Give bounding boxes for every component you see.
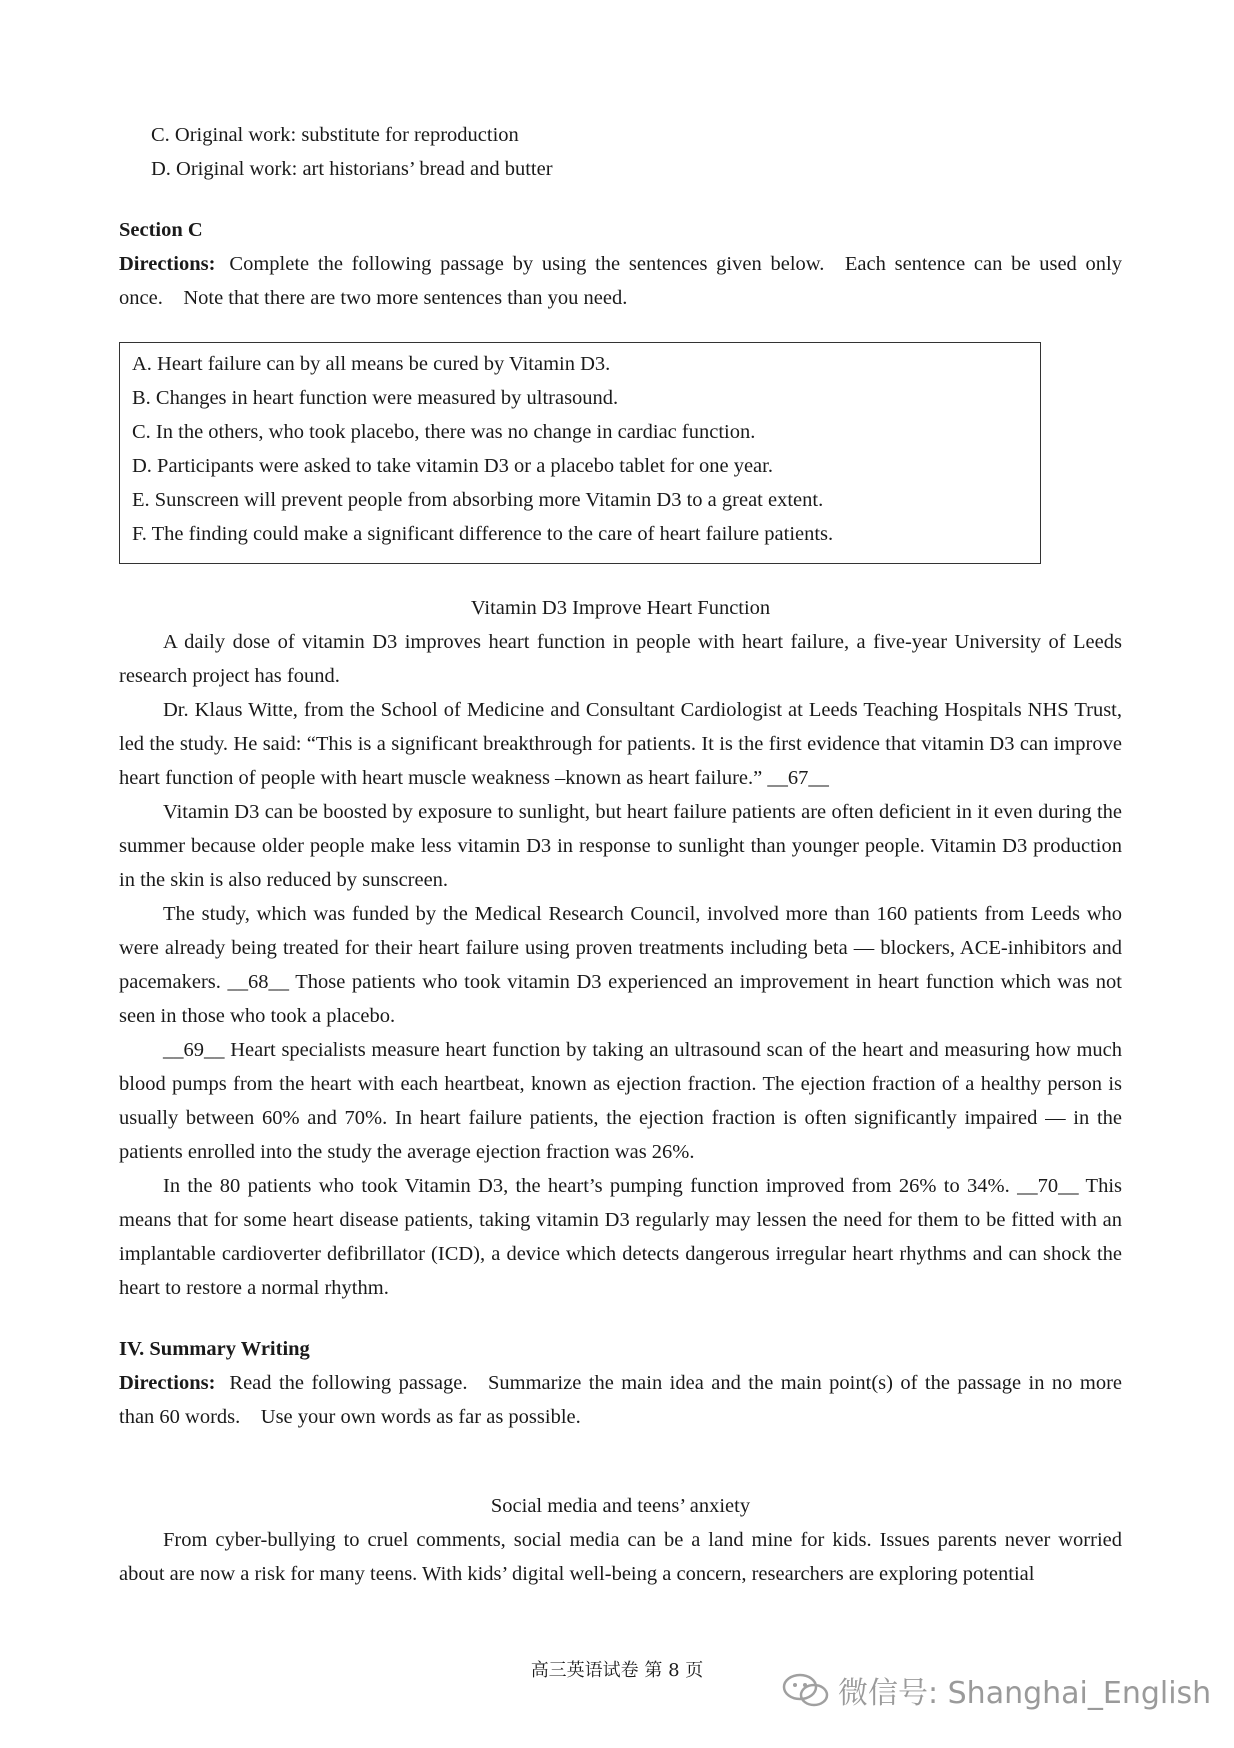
passage-title: Vitamin D3 Improve Heart Function [470, 597, 771, 619]
wechat-watermark [780, 1668, 1211, 1712]
directions-label: Directions: [119, 1372, 216, 1394]
sentence-option-d: D. Participants were asked to take vitamin D3 or a placebo tablet for one year. [132, 455, 773, 477]
section-c-directions [119, 247, 1122, 315]
option-c: C. Original work: substitute for reproduction [151, 124, 519, 146]
wechat-icon [780, 1671, 832, 1709]
directions-text: Read the following passage. Summarize the main idea and the main point(s) of the passage in no more than 60 words. Use your own words as far as possible. [119, 1372, 1122, 1428]
page-footer: 高三英语试卷 第 8 页 [530, 1660, 704, 1681]
directions-text: Complete the following passage by using the sentences given below. Each sentence can be used only once. Note that there are two more sentences than you need. [119, 253, 1122, 309]
sentence-option-e: E. Sunscreen will prevent people from absorbing more Vitamin D3 to a great extent. [132, 489, 824, 511]
sentence-option-b: B. Changes in heart function were measured by ultrasound. [132, 387, 619, 409]
exam-page [119, 118, 1122, 1591]
option-d: D. Original work: art historians’ bread and butter [151, 158, 553, 180]
paragraph-6: In the 80 patients who took Vitamin D3, the heart’s pumping function improved from 26% to 34%. __70__ This means that for some heart disease patients, taking vitamin D3 regularly may lessen the need for them to be fitted with an implantable cardioverter defibrillator (ICD), a device which detects dangerous irregular heart rhythms and can shock the heart to restore a normal rhythm. [119, 1175, 1122, 1299]
watermark-text: 微信号: Shanghai_English [838, 1676, 1212, 1711]
directions-label: Directions: [119, 253, 216, 275]
sentence-option-f: F. The finding could make a significant difference to the care of heart failure patients. [132, 523, 834, 545]
section-iv-heading: IV. Summary Writing [119, 1338, 310, 1360]
section-c-heading: Section C [119, 219, 203, 241]
section-iv-directions [119, 1366, 1122, 1434]
paragraph-3: Vitamin D3 can be boosted by exposure to sunlight, but heart failure patients are often deficient in it even during the summer because older people make less vitamin D3 in response to sunlight than younger people. Vitamin D3 production in the skin is also reduced by sunscreen. [119, 801, 1122, 891]
summary-passage-title: Social media and teens’ anxiety [490, 1495, 751, 1517]
sentence-options-box [119, 342, 1041, 564]
summary-paragraph-1: From cyber-bullying to cruel comments, social media can be a land mine for kids. Issues parents never worried about are now a risk for many teens. With kids’ digital well-being a concern, researchers are exploring potential [119, 1529, 1122, 1585]
sentence-option-a: A. Heart failure can by all means be cured by Vitamin D3. [132, 353, 611, 375]
paragraph-1: A daily dose of vitamin D3 improves heart function in people with heart failure, a five-year University of Leeds research project has found. [119, 631, 1122, 687]
paragraph-4: The study, which was funded by the Medical Research Council, involved more than 160 patients from Leeds who were already being treated for their heart failure using proven treatments including beta — blockers, ACE-inhibitors and pacemakers. __68__ Those patients who took vitamin D3 experienced an improvement in heart function which was not seen in those who took a placebo. [119, 903, 1122, 1027]
paragraph-2: Dr. Klaus Witte, from the School of Medicine and Consultant Cardiologist at Leeds Teaching Hospitals NHS Trust, led the study. He said: “This is a significant breakthrough for patients. It is the first evidence that vitamin D3 can improve heart function of people with heart muscle weakness –known as heart failure.” __67__ [119, 699, 1122, 789]
paragraph-5: __69__ Heart specialists measure heart function by taking an ultrasound scan of the heart and measuring how much blood pumps from the heart with each heartbeat, known as ejection fraction. The ejection fraction of a healthy person is usually between 60% and 70%. In heart failure patients, the ejection fraction is often significantly impaired — in the patients enrolled into the study the average ejection fraction was 26%. [119, 1039, 1122, 1163]
sentence-option-c: C. In the others, who took placebo, there was no change in cardiac function. [132, 421, 756, 443]
